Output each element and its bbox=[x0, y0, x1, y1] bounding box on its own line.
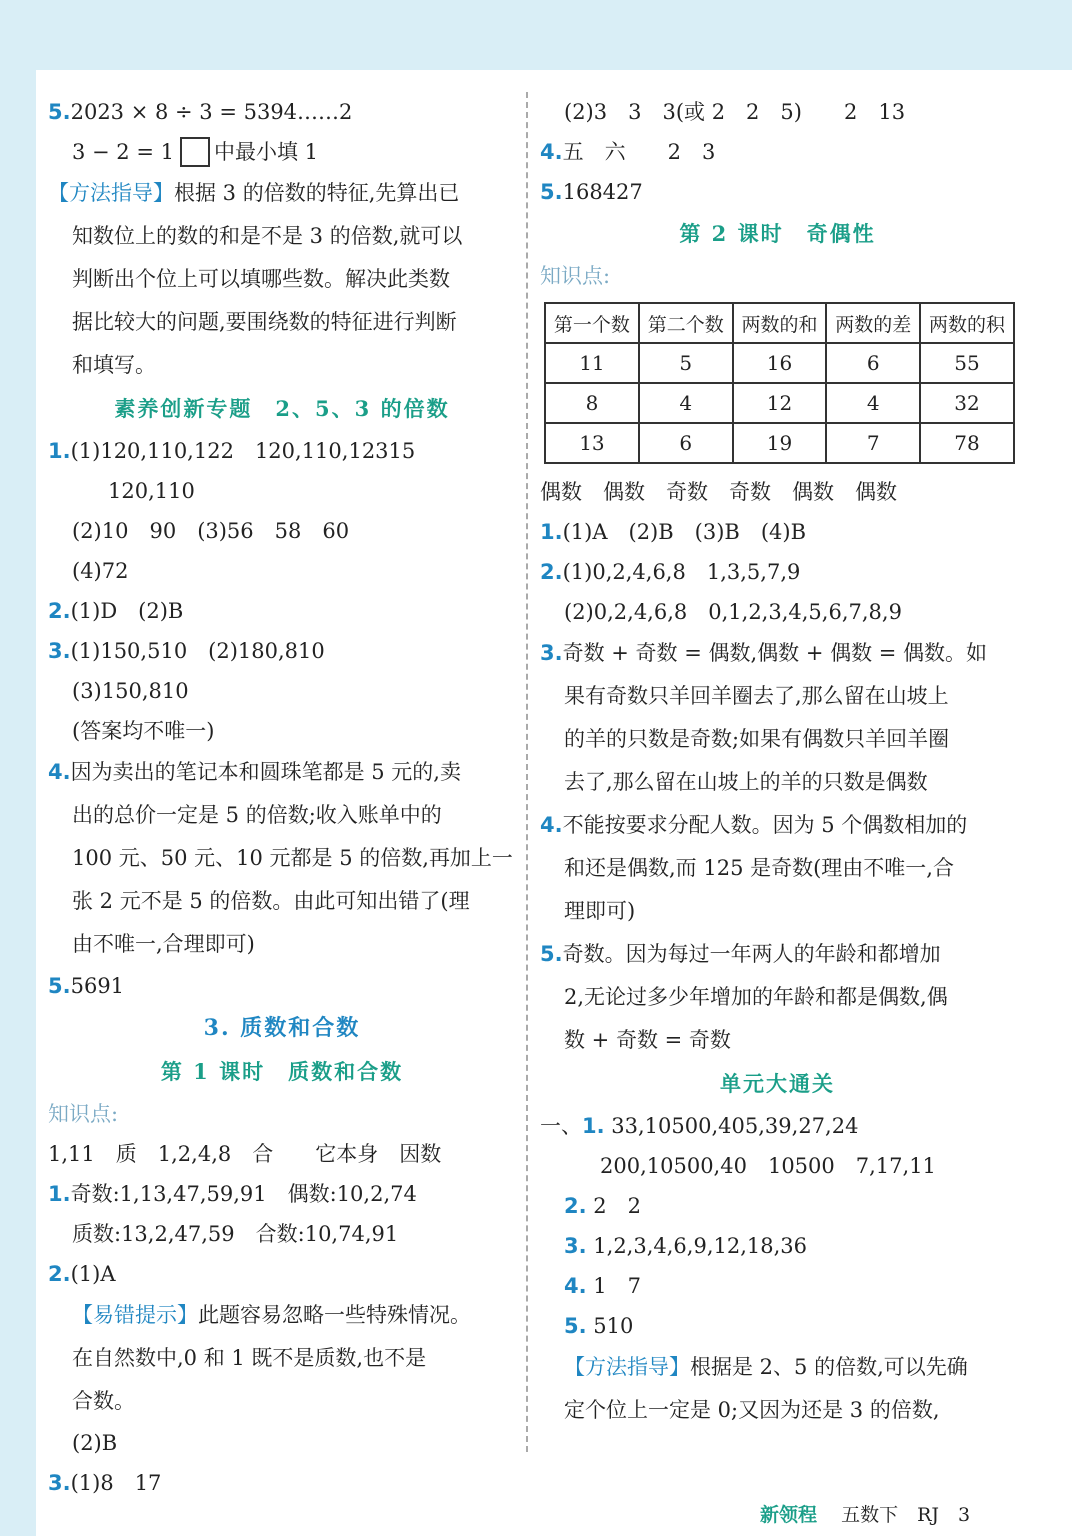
text-line bbox=[48, 132, 516, 172]
text-line: 55 bbox=[920, 343, 1014, 383]
text-line: 知数位上的数的和是不是 3 的倍数,就可以 bbox=[72, 224, 463, 248]
text-fragment: 根据是 2、5 的倍数,可以先确 bbox=[690, 1355, 968, 1379]
text-fragment: 4. bbox=[564, 1274, 587, 1298]
table-header-row bbox=[545, 303, 1014, 343]
text-fragment: RJ bbox=[917, 1504, 940, 1526]
text-line: 5 bbox=[639, 343, 733, 383]
top-color-band bbox=[0, 0, 1072, 70]
left-column bbox=[48, 92, 516, 1503]
text-line: 12 bbox=[733, 383, 827, 423]
table-row bbox=[545, 383, 1014, 423]
text-fragment: 3 − 2 = 1 bbox=[72, 140, 174, 164]
text-fragment: 奇数。因为每过一年两人的年龄和都增加 bbox=[562, 942, 941, 966]
unit-title: 单元大通关 bbox=[720, 1071, 835, 1096]
text-fragment: 3. bbox=[48, 639, 71, 663]
text-fragment: (1)0,2,4,6,8 1,3,5,7,9 bbox=[562, 560, 801, 584]
text-line: 张 2 元不是 5 的倍数。由此可知出错了(理 bbox=[72, 889, 470, 913]
text-fragment: 5. bbox=[540, 180, 563, 204]
text-fragment: 5. bbox=[48, 100, 71, 124]
text-line: 16 bbox=[733, 343, 827, 383]
right-column bbox=[540, 92, 1015, 1432]
text-fragment: 2. bbox=[48, 599, 71, 623]
text-line bbox=[48, 751, 516, 794]
text-line: 78 bbox=[920, 423, 1014, 463]
text-line: 2,无论过多少年增加的年龄和都是偶数,偶 bbox=[564, 985, 948, 1009]
text-line: 1,11 质 1,2,4,8 合 它本身 因数 bbox=[48, 1142, 442, 1166]
text-line: 200,10500,40 10500 7,17,11 bbox=[600, 1154, 936, 1178]
text-fragment: 5691 bbox=[70, 974, 125, 998]
text-fragment: 33,10500,405,39,27,24 bbox=[611, 1114, 859, 1138]
lesson-title: 第 1 课时 质数和合数 bbox=[160, 1059, 404, 1084]
text-fragment: 4. bbox=[540, 140, 563, 164]
text-line bbox=[540, 512, 1015, 552]
text-line bbox=[48, 1463, 516, 1503]
page-number: 3 bbox=[958, 1504, 971, 1526]
text-fragment: 1. bbox=[540, 520, 563, 544]
text-line bbox=[540, 1266, 1015, 1306]
text-fragment: 168427 bbox=[562, 180, 643, 204]
text-line: 4 bbox=[826, 383, 920, 423]
text-line: 果有奇数只羊回羊圈去了,那么留在山坡上 bbox=[564, 684, 949, 708]
text-line: 判断出个位上可以填哪些数。解决此类数 bbox=[72, 267, 450, 291]
text-line bbox=[540, 552, 1015, 592]
text-line: 数 + 奇数 = 奇数 bbox=[564, 1028, 731, 1052]
text-fragment: 1. bbox=[582, 1114, 605, 1138]
text-line: 和还是偶数,而 125 是奇数(理由不唯一,合 bbox=[564, 856, 954, 880]
text-line: 两数的和 bbox=[733, 303, 827, 343]
text-fragment: 中最小填 1 bbox=[213, 140, 319, 164]
text-line: 定个位上一定是 0;又因为还是 3 的倍数, bbox=[564, 1398, 940, 1422]
knowledge-label: 知识点: bbox=[48, 1102, 119, 1126]
text-fragment: 此题容易忽略一些特殊情况。 bbox=[198, 1303, 471, 1327]
text-fragment: 2. bbox=[540, 560, 563, 584]
text-line bbox=[48, 431, 516, 471]
blank-box bbox=[180, 137, 210, 167]
text-line: 两数的积 bbox=[920, 303, 1014, 343]
text-line bbox=[540, 132, 1015, 172]
text-line bbox=[48, 966, 516, 1006]
text-fragment: 3. bbox=[564, 1234, 587, 1258]
text-line: 据比较大的问题,要围绕数的特征进行判断 bbox=[72, 310, 457, 334]
text-fragment: 5. bbox=[540, 942, 563, 966]
text-line bbox=[48, 92, 516, 132]
text-line: 8 bbox=[545, 383, 639, 423]
text-fragment: 2. bbox=[564, 1194, 587, 1218]
text-line: (4)72 bbox=[72, 559, 129, 583]
text-line: 由不唯一,合理即可) bbox=[72, 932, 255, 956]
text-fragment: 不能按要求分配人数。因为 5 个偶数相加的 bbox=[562, 813, 968, 837]
text-line bbox=[540, 1346, 1015, 1389]
text-line bbox=[540, 632, 1015, 675]
method-tag: 【方法指导】 bbox=[48, 181, 174, 205]
text-line: 合数。 bbox=[72, 1389, 135, 1413]
text-fragment: 1. bbox=[48, 1182, 71, 1206]
text-line: (2)B bbox=[72, 1431, 118, 1455]
text-fragment: 510 bbox=[593, 1314, 634, 1338]
text-fragment: 2 2 bbox=[593, 1194, 642, 1218]
text-fragment: 3. bbox=[48, 1471, 71, 1495]
text-fragment: (1)A (2)B (3)B (4)B bbox=[562, 520, 807, 544]
text-line bbox=[540, 1106, 1015, 1146]
table-row bbox=[545, 423, 1014, 463]
text-fragment: 5. bbox=[564, 1314, 587, 1338]
text-line: 和填写。 bbox=[72, 353, 156, 377]
column-divider bbox=[526, 92, 528, 1452]
text-line bbox=[540, 1186, 1015, 1226]
text-fragment: 奇数:1,13,47,59,91 偶数:10,2,74 bbox=[70, 1182, 417, 1206]
text-fragment: (1)D (2)B bbox=[70, 599, 184, 623]
text-fragment: 1. bbox=[48, 439, 71, 463]
section-title: 素养创新专题 2、5、3 的倍数 bbox=[114, 396, 450, 421]
text-line: 100 元、50 元、10 元都是 5 的倍数,再加上一 bbox=[72, 846, 513, 870]
text-line bbox=[540, 933, 1015, 976]
text-fragment: 1 7 bbox=[593, 1274, 642, 1298]
text-fragment: 五 六 2 3 bbox=[562, 140, 716, 164]
text-line: 第一个数 bbox=[545, 303, 639, 343]
text-line: 第二个数 bbox=[639, 303, 733, 343]
tip-tag: 【易错提示】 bbox=[72, 1303, 198, 1327]
text-fragment: 4. bbox=[48, 760, 71, 784]
table-row bbox=[545, 343, 1014, 383]
text-line: 理即可) bbox=[564, 899, 636, 923]
method-tag: 【方法指导】 bbox=[564, 1355, 690, 1379]
lesson-title: 第 2 课时 奇偶性 bbox=[679, 221, 876, 246]
text-line: (3)150,810 bbox=[72, 679, 189, 703]
text-line: 11 bbox=[545, 343, 639, 383]
page-footer bbox=[760, 1500, 970, 1527]
text-fragment: 2023 × 8 ÷ 3 = 5394……2 bbox=[70, 100, 353, 124]
text-line bbox=[48, 1254, 516, 1294]
text-line bbox=[540, 1306, 1015, 1346]
text-line: (2)3 3 3(或 2 2 5) 2 13 bbox=[564, 100, 906, 124]
text-fragment: 1,2,3,4,6,9,12,18,36 bbox=[593, 1234, 808, 1258]
text-line: 32 bbox=[920, 383, 1014, 423]
text-line: 7 bbox=[826, 423, 920, 463]
text-line: 偶数 偶数 奇数 奇数 偶数 偶数 bbox=[540, 480, 897, 504]
text-fragment: 根据 3 的倍数的特征,先算出已 bbox=[174, 181, 460, 205]
text-line: 质数:13,2,47,59 合数:10,74,91 bbox=[72, 1222, 399, 1246]
side-color-band bbox=[0, 0, 36, 1536]
text-line: (答案均不唯一) bbox=[72, 719, 215, 743]
chapter-title: 3. 质数和合数 bbox=[203, 1015, 361, 1041]
text-fragment: 一、 bbox=[540, 1114, 582, 1138]
text-fragment: (1)150,510 (2)180,810 bbox=[70, 639, 325, 663]
text-line bbox=[48, 591, 516, 631]
text-fragment: 奇数 + 奇数 = 偶数,偶数 + 偶数 = 偶数。如 bbox=[562, 641, 988, 665]
text-line: 去了,那么留在山坡上的羊的只数是偶数 bbox=[564, 770, 928, 794]
text-line: 6 bbox=[826, 343, 920, 383]
text-line: 出的总价一定是 5 的倍数;收入账单中的 bbox=[72, 803, 442, 827]
text-line: (2)0,2,4,6,8 0,1,2,3,4,5,6,7,8,9 bbox=[564, 600, 902, 624]
text-line: (2)10 90 (3)56 58 60 bbox=[72, 519, 350, 543]
text-fragment: 3. bbox=[540, 641, 563, 665]
text-line bbox=[540, 804, 1015, 847]
parity-table bbox=[544, 302, 1015, 464]
text-fragment: 2. bbox=[48, 1262, 71, 1286]
text-fragment: 因为卖出的笔记本和圆珠笔都是 5 元的,卖 bbox=[70, 760, 461, 784]
text-line bbox=[540, 172, 1015, 212]
text-line bbox=[540, 1226, 1015, 1266]
text-line bbox=[48, 1294, 516, 1337]
text-fragment: (1)8 17 bbox=[70, 1471, 162, 1495]
text-line bbox=[48, 1174, 516, 1214]
text-line: 的羊的只数是奇数;如果有偶数只羊回羊圈 bbox=[564, 727, 950, 751]
text-fragment: 5. bbox=[48, 974, 71, 998]
text-line bbox=[48, 631, 516, 671]
text-line: 19 bbox=[733, 423, 827, 463]
brand-logo: 新领程 bbox=[760, 1504, 818, 1526]
text-fragment: 五数下 bbox=[841, 1504, 899, 1526]
text-fragment: (1)120,110,122 120,110,12315 bbox=[70, 439, 416, 463]
text-line: 4 bbox=[639, 383, 733, 423]
text-fragment: 4. bbox=[540, 813, 563, 837]
text-line: 两数的差 bbox=[826, 303, 920, 343]
text-fragment: (1)A bbox=[70, 1262, 116, 1286]
text-line: 在自然数中,0 和 1 既不是质数,也不是 bbox=[72, 1346, 427, 1370]
text-line: 13 bbox=[545, 423, 639, 463]
text-line bbox=[48, 172, 516, 215]
text-line: 6 bbox=[639, 423, 733, 463]
text-line: 120,110 bbox=[108, 479, 195, 503]
knowledge-label: 知识点: bbox=[540, 264, 611, 288]
